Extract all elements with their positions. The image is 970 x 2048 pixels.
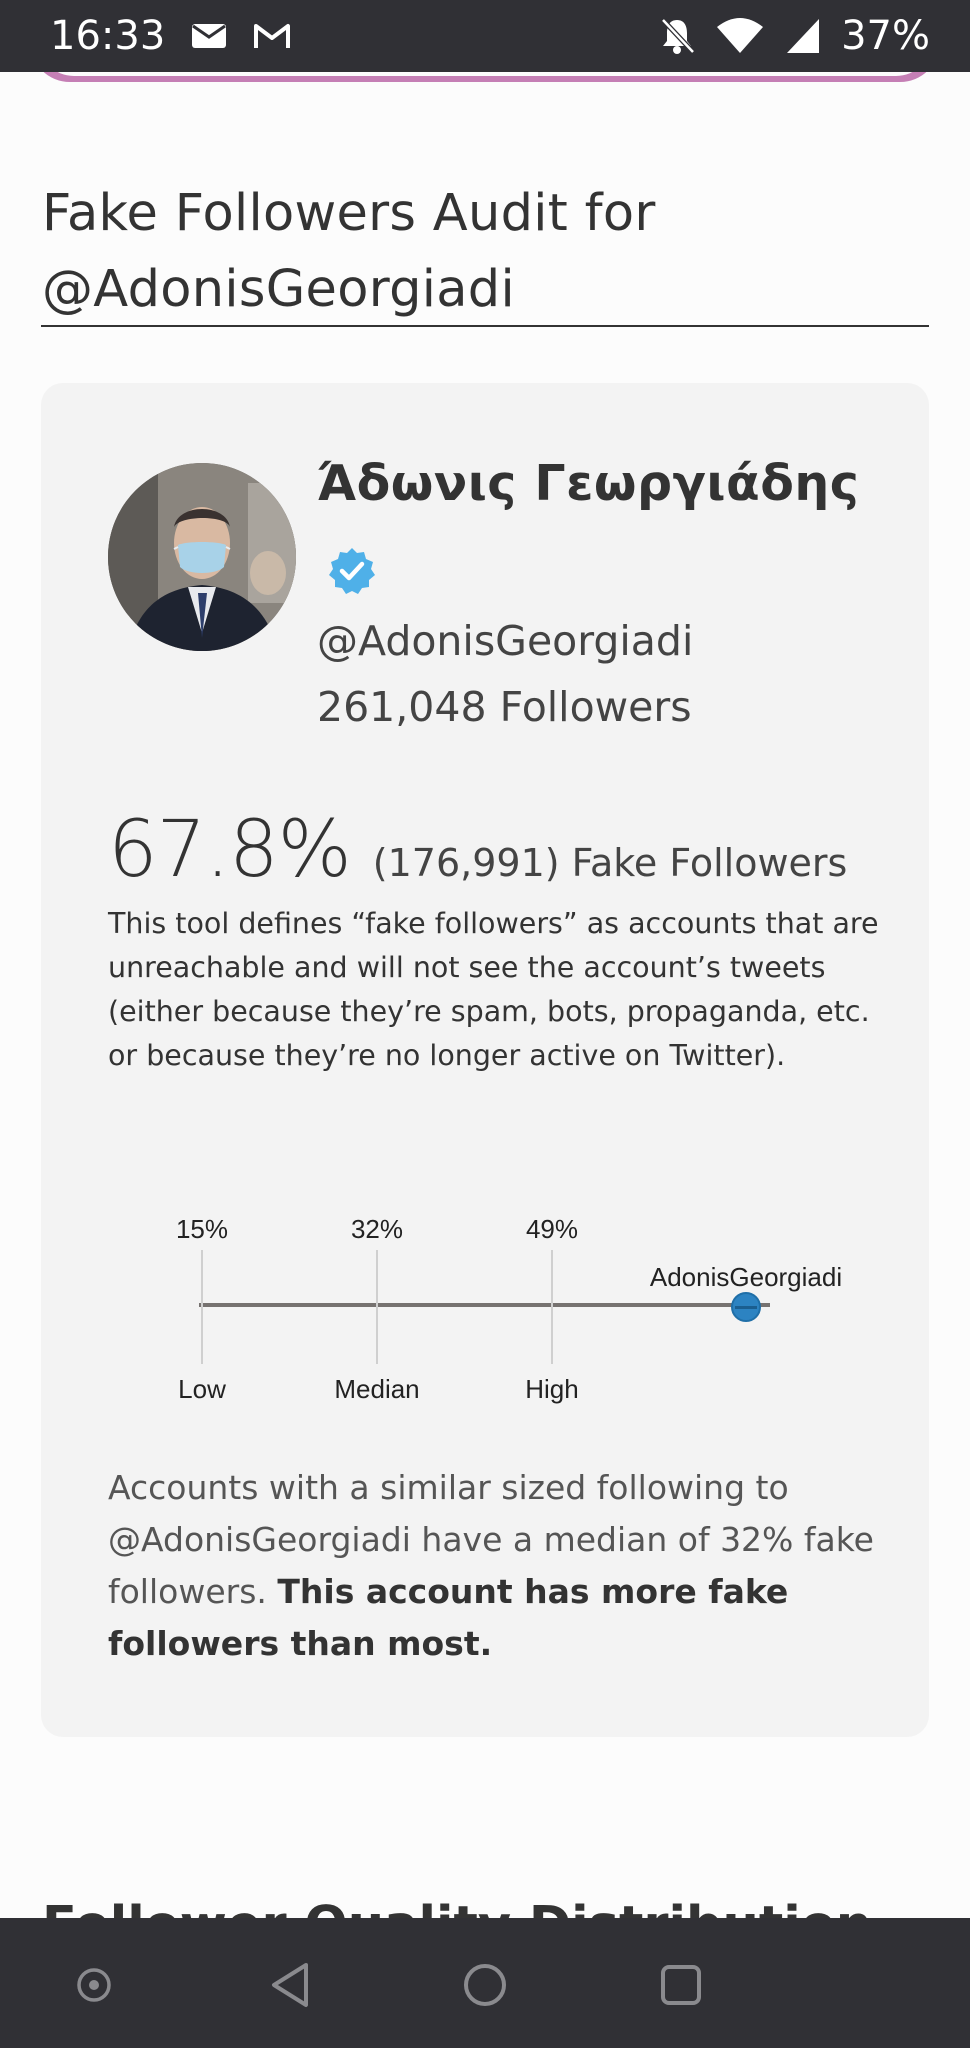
scale-bottom-label: Median bbox=[334, 1374, 420, 1404]
status-time: 16:33 bbox=[50, 13, 166, 59]
mail-icon bbox=[191, 22, 227, 50]
summary-bold: This account has more fake followers than most. bbox=[108, 1572, 789, 1663]
assistant-button[interactable] bbox=[69, 1960, 119, 2010]
signal-icon bbox=[785, 17, 821, 55]
avatar-image bbox=[108, 463, 296, 651]
home-icon bbox=[462, 1962, 508, 2008]
back-button[interactable] bbox=[265, 1960, 315, 2010]
mute-icon bbox=[659, 16, 695, 56]
fake-count: (176,991) bbox=[372, 841, 560, 885]
median-summary bbox=[108, 1462, 888, 1670]
avatar[interactable] bbox=[108, 463, 296, 651]
scale-bottom-label: High bbox=[525, 1374, 579, 1404]
scale-top-label: 49% bbox=[525, 1214, 579, 1244]
page-title bbox=[42, 176, 930, 328]
back-icon bbox=[268, 1961, 312, 2009]
recents-button[interactable] bbox=[656, 1960, 706, 2010]
assistant-icon bbox=[74, 1965, 114, 2005]
handle: @AdonisGeorgiadi bbox=[317, 617, 694, 665]
recents-icon bbox=[659, 1963, 703, 2007]
display-name: Άδωνις Γεωργιάδης bbox=[317, 455, 860, 512]
status-bar bbox=[0, 0, 970, 72]
wifi-icon bbox=[715, 17, 765, 55]
battery-percent: 37% bbox=[841, 13, 930, 59]
followers-count: 261,048 Followers bbox=[317, 683, 692, 731]
title-line-2: @AdonisGeorgiadi bbox=[42, 260, 515, 319]
fake-definition: This tool defines “fake followers” as accounts that are unreachable and will not see the account’s tweets (either because they’re spam, bots, propaganda, etc. or because they’re no longer active on Twitter). bbox=[108, 907, 879, 1072]
home-button[interactable] bbox=[460, 1960, 510, 2010]
summary-text: Accounts with a similar sized following to @AdonisGeorgiadi have a median of 32% fake followers. bbox=[108, 1468, 874, 1611]
fake-label: Fake Followers bbox=[571, 841, 848, 885]
scale-top-label: 32% bbox=[350, 1214, 404, 1244]
title-line-1: Fake Followers Audit for bbox=[42, 184, 656, 243]
verified-badge-icon bbox=[327, 546, 377, 596]
scale-bottom-label: Low bbox=[178, 1374, 226, 1404]
fake-followers-summary bbox=[108, 805, 847, 895]
marker-label: AdonisGeorgiadi bbox=[649, 1262, 843, 1292]
gmail-icon bbox=[253, 22, 291, 50]
fake-percent: 67.8% bbox=[108, 805, 351, 895]
title-underline bbox=[41, 325, 929, 327]
scale-top-label: 15% bbox=[175, 1214, 229, 1244]
